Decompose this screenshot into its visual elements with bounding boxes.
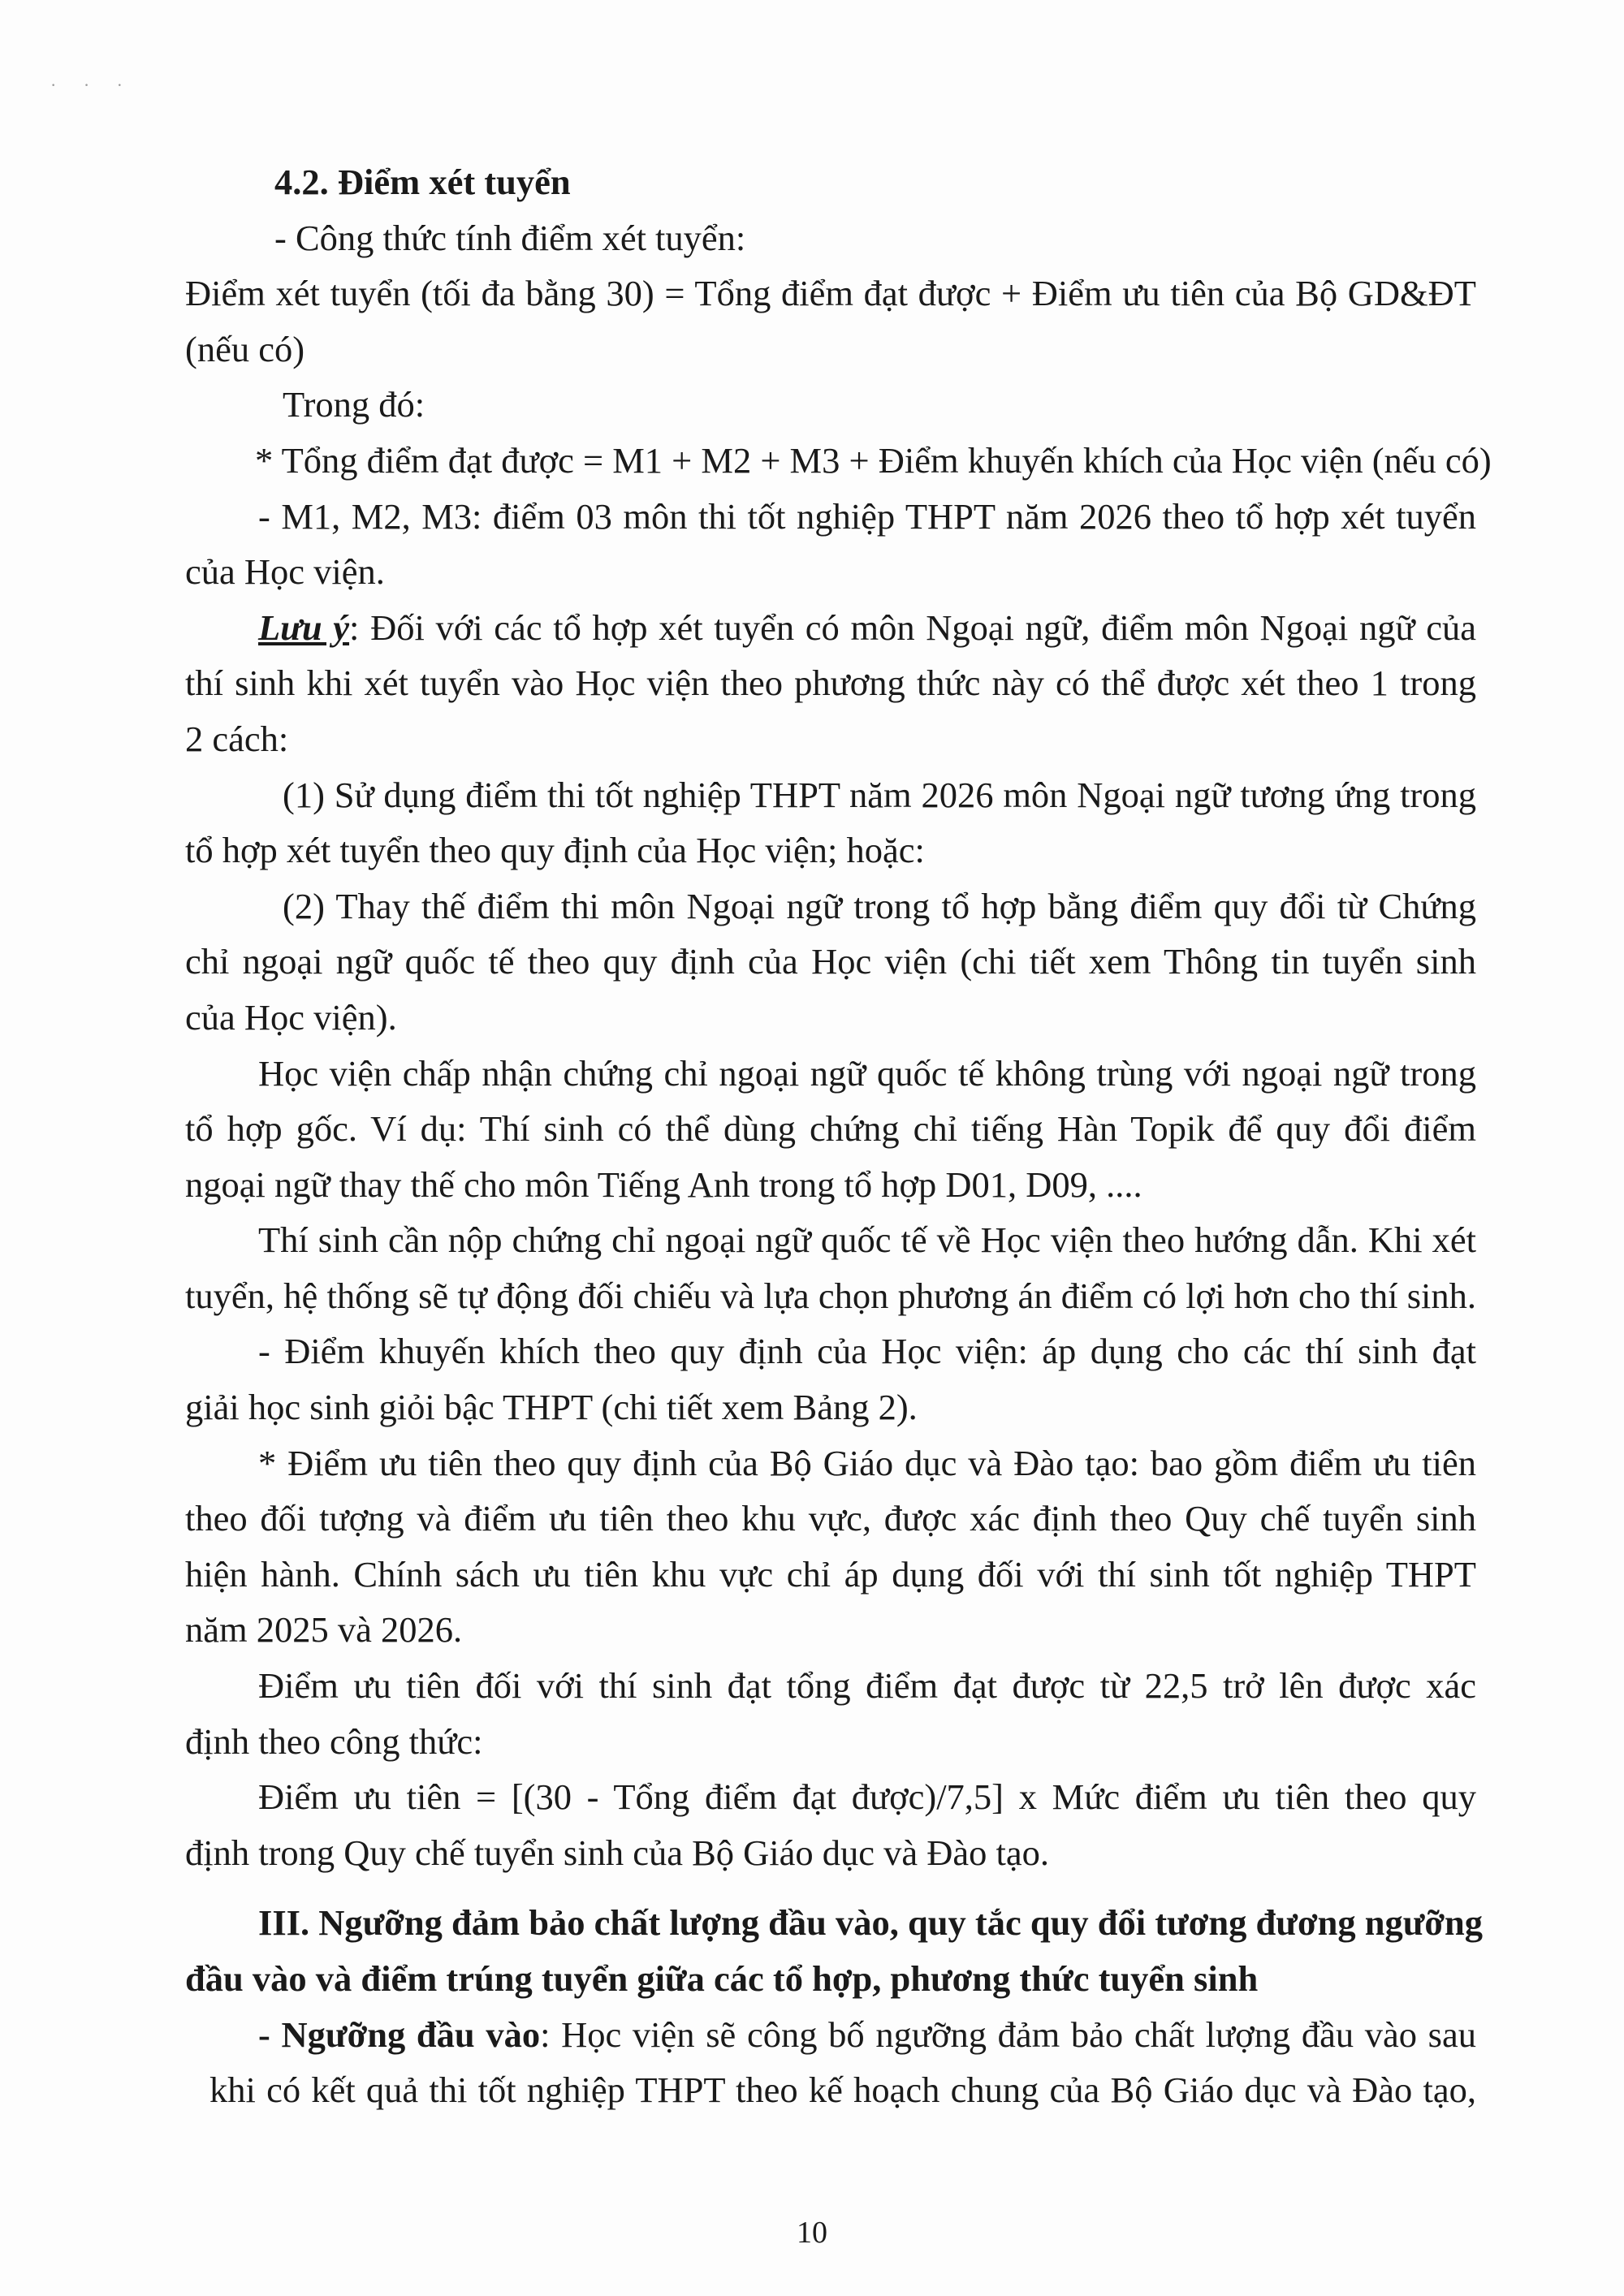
- paragraph-line: - M1, M2, M3: điểm 03 môn thi tốt nghiệp THPT năm 2026 theo tổ hợp xét tuyển: [258, 495, 1476, 537]
- threshold-label: - Ngưỡng đầu vào: [258, 2013, 541, 2055]
- paragraph-line: định theo công thức:: [185, 1720, 483, 1762]
- paragraph-line: thí sinh khi xét tuyển vào Học viện theo phương thức này có thể được xét theo 1 trong: [185, 662, 1476, 704]
- page-content: [185, 154, 1492, 2118]
- paragraph-line: Điểm ưu tiên đối với thí sinh đạt tổng điểm đạt được từ 22,5 trở lên được xác: [258, 1665, 1476, 1707]
- option-2-line: (2) Thay thế điểm thi môn Ngoại ngữ trong tổ hợp bằng điểm quy đổi từ Chứng: [283, 885, 1476, 926]
- formula-intro: - Công thức tính điểm xét tuyển:: [274, 217, 746, 258]
- section-heading: 4.2. Điểm xét tuyển: [274, 162, 571, 202]
- paragraph-line: Thí sinh cần nộp chứng chỉ ngoại ngữ quốc tế về Học viện theo hướng dẫn. Khi xét: [258, 1219, 1476, 1261]
- paragraph-line: giải học sinh giỏi bậc THPT (chi tiết xem Bảng 2).: [185, 1387, 918, 1428]
- paragraph-line: tổ hợp gốc. Ví dụ: Thí sinh có thể dùng chứng chỉ tiếng Hàn Topik để quy đổi điểm: [185, 1108, 1476, 1150]
- option-2-line: của Học viện).: [185, 996, 397, 1038]
- option-2-line: chỉ ngoại ngữ quốc tế theo quy định của Học viện (chi tiết xem Thông tin tuyển sinh: [185, 941, 1476, 982]
- note-label: Lưu ý: [258, 606, 350, 648]
- formula-line: Điểm xét tuyển (tối đa bằng 30) = Tổng điểm đạt được + Điểm ưu tiên của Bộ GD&ĐT: [185, 273, 1476, 314]
- formula-line: (nếu có): [185, 328, 305, 369]
- paragraph-line: năm 2025 và 2026.: [185, 1609, 463, 1651]
- where-label: Trong đó:: [283, 384, 425, 425]
- threshold-text: : Học viện sẽ công bố ngưỡng đảm bảo chất lượng đầu vào sau: [540, 2013, 1477, 2055]
- paragraph-line: tuyển, hệ thống sẽ tự động đối chiếu và lựa chọn phương án điểm có lợi hơn cho thí sinh.: [185, 1275, 1476, 1316]
- paragraph-line: - Điểm khuyến khích theo quy định của Học viện: áp dụng cho các thí sinh đạt: [258, 1331, 1476, 1372]
- paragraph-line: Học viện chấp nhận chứng chỉ ngoại ngữ quốc tế không trùng với ngoại ngữ trong: [258, 1052, 1476, 1094]
- paragraph-line: theo đối tượng và điểm ưu tiên theo khu vực, được xác định theo Quy chế tuyển sinh: [185, 1498, 1476, 1539]
- section-3-heading: đầu vào và điểm trúng tuyển giữa các tổ hợp, phương thức tuyển sinh: [185, 1958, 1259, 1999]
- paragraph-line: của Học viện.: [185, 551, 385, 593]
- paragraph-line: khi có kết quả thi tốt nghiệp THPT theo kế hoạch chung của Bộ Giáo dục và Đào tạo,: [209, 2069, 1476, 2111]
- priority-formula: định trong Quy chế tuyển sinh của Bộ Giáo dục và Đào tạo.: [185, 1832, 1050, 1873]
- page-number: 10: [797, 2216, 827, 2250]
- total-formula: * Tổng điểm đạt được = M1 + M2 + M3 + Điểm khuyến khích của Học viện (nếu có): [255, 439, 1492, 481]
- note-paragraph: [185, 600, 1476, 656]
- paragraph-line: * Điểm ưu tiên theo quy định của Bộ Giáo dục và Đào tạo: bao gồm điểm ưu tiên: [258, 1442, 1476, 1483]
- paragraph-line: 2 cách:: [185, 718, 289, 759]
- paragraph-line: hiện hành. Chính sách ưu tiên khu vực chỉ áp dụng đối với thí sinh tốt nghiệp THPT: [185, 1553, 1476, 1595]
- section-3-heading: III. Ngưỡng đảm bảo chất lượng đầu vào, quy tắc quy đổi tương đương ngưỡng: [258, 1902, 1484, 1944]
- paragraph-line: ngoại ngữ thay thế cho môn Tiếng Anh trong tổ hợp D01, D09, ....: [185, 1163, 1142, 1205]
- note-text: : Đối với các tổ hợp xét tuyển có môn Ngoại ngữ, điểm môn Ngoại ngữ của: [349, 606, 1477, 648]
- option-1-line: (1) Sử dụng điểm thi tốt nghiệp THPT năm 2026 môn Ngoại ngữ tương ứng trong: [283, 774, 1476, 815]
- threshold-paragraph: [185, 2007, 1476, 2063]
- option-1-line: tổ hợp xét tuyển theo quy định của Học viện; hoặc:: [185, 830, 925, 871]
- priority-formula: Điểm ưu tiên = [(30 - Tổng điểm đạt được)/7,5] x Mức điểm ưu tiên theo quy: [258, 1776, 1476, 1818]
- scan-artifact-marks: · · ·: [50, 75, 134, 95]
